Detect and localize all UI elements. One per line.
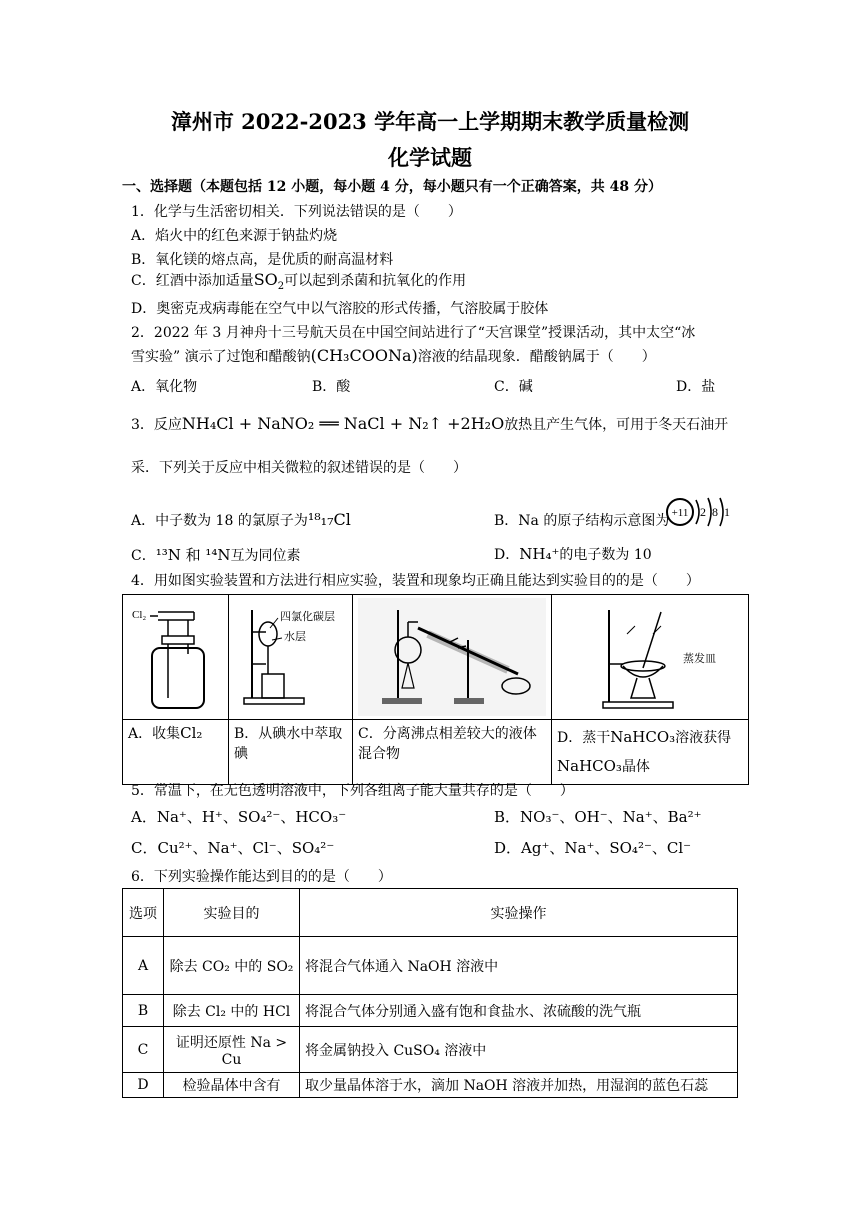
q5-stem: 5．常温下，在无色透明溶液中，下列各组离子能大量共存的是（ ） <box>131 783 574 799</box>
q6-row-c-operation: 将金属钠投入 CuSO₄ 溶液中 <box>300 1027 738 1073</box>
q4-image-a <box>123 595 229 720</box>
q5-option-c: C．Cu²⁺、Na⁺、Cl⁻、SO₄²⁻ <box>131 839 335 857</box>
q3-option-c: C．¹³N 和 ¹⁴N互为同位素 <box>131 546 301 564</box>
q4-image-c <box>353 595 552 720</box>
q5-option-a: A．Na⁺、H⁺、SO₄²⁻、HCO₃⁻ <box>131 808 347 826</box>
q6-row-b-option: B <box>123 995 164 1027</box>
q2-option-b: B．酸 <box>312 379 351 395</box>
q4-stem: 4．用如图实验装置和方法进行相应实验，装置和现象均正确且能达到实验目的的是（ ） <box>131 573 700 589</box>
q6-row-b-goal: 除去 Cl₂ 中的 HCl <box>164 995 300 1027</box>
q2-line2: 雪实验” 演示了过饱和醋酸钠(CH₃COONa)溶液的结晶现象．醋酸钠属于（ ） <box>131 346 656 365</box>
q3-line2: 采．下列关于反应中相关微粒的叙述错误的是（ ） <box>131 460 467 476</box>
q6-row-c-option: C <box>123 1027 164 1073</box>
q6-row-b-operation: 将混合气体分别通入盛有饱和食盐水、浓硫酸的洗气瓶 <box>300 995 738 1027</box>
q4-option-c: C．分离沸点相差较大的液体混合物 <box>353 720 552 785</box>
q3-option-d: D．NH₄⁺的电子数为 10 <box>494 545 652 563</box>
svg-text:+11: +11 <box>671 507 689 519</box>
svg-text:蒸发皿: 蒸发皿 <box>683 653 716 665</box>
q6-table <box>122 888 738 1098</box>
q2-option-d: D．盐 <box>676 379 716 395</box>
q4-option-a: A．收集Cl₂ <box>123 720 229 785</box>
section-heading: 一、选择题（本题包括 12 小题，每小题 4 分，每小题只有一个正确答案，共 48 分） <box>122 179 662 195</box>
q4-option-d: D．蒸干NaHCO₃溶液获得 NaHCO₃晶体 <box>552 720 749 785</box>
q5-option-b: B．NO₃⁻、OH⁻、Na⁺、Ba²⁺ <box>494 808 702 826</box>
q2-option-c: C．碱 <box>494 379 533 395</box>
svg-text:Cl₂: Cl₂ <box>132 609 147 621</box>
q4-image-d <box>552 595 749 720</box>
q3-line1: 3．反应NH₄Cl + NaNO₂ ══ NaCl + N₂↑ +2H₂O放热且产生气体，可用于冬天石油开 <box>131 414 729 433</box>
svg-text:1: 1 <box>724 505 730 519</box>
svg-text:四氯化碳层: 四氯化碳层 <box>280 611 335 623</box>
q6-header-operation: 实验操作 <box>300 889 738 937</box>
q6-row-a-option: A <box>123 937 164 995</box>
q6-row-d-option: D <box>123 1073 164 1098</box>
svg-text:水层: 水层 <box>284 631 306 643</box>
exam-title: 漳州市 2022-2023 学年高一上学期期末教学质量检测 <box>170 109 690 134</box>
q6-stem: 6．下列实验操作能达到目的的是（ ） <box>131 869 392 885</box>
exam-subtitle: 化学试题 <box>388 145 472 170</box>
q1-stem: 1．化学与生活密切相关．下列说法错误的是（ ） <box>131 204 462 220</box>
q1-option-a: A．焰火中的红色来源于钠盐灼烧 <box>131 228 338 244</box>
q6-row-a-operation: 将混合气体通入 NaOH 溶液中 <box>300 937 738 995</box>
svg-text:8: 8 <box>712 505 718 519</box>
q4-image-b <box>229 595 353 720</box>
q6-header-option: 选项 <box>123 889 164 937</box>
q3-option-b: B．Na 的原子结构示意图为 <box>494 513 670 529</box>
q2-option-a: A．氧化物 <box>131 379 198 395</box>
q2-line1: 2．2022 年 3 月神舟十三号航天员在中国空间站进行了“天宫课堂”授课活动，其中太空“冰 <box>131 325 696 341</box>
q6-row-d-operation: 取少量晶体溶于水，滴加 NaOH 溶液并加热，用湿润的蓝色石蕊 <box>300 1073 738 1098</box>
q1-option-c: C．红酒中添加适量$SO_2$可以起到杀菌和抗氧化的作用 <box>131 270 467 292</box>
q3-option-a: A．中子数为 18 的氯原子为¹⁸₁₇Cl <box>131 510 351 529</box>
q4-table <box>122 594 749 785</box>
q1-option-d: D．奥密克戎病毒能在空气中以气溶胶的形式传播，气溶胶属于胶体 <box>131 301 549 317</box>
q5-option-d: D．Ag⁺、Na⁺、SO₄²⁻、Cl⁻ <box>494 839 692 857</box>
q4-option-b: B．从碘水中萃取碘 <box>229 720 353 785</box>
q1-option-b: B．氧化镁的熔点高，是优质的耐高温材料 <box>131 252 394 268</box>
svg-text:2: 2 <box>700 505 706 519</box>
q6-header-goal: 实验目的 <box>164 889 300 937</box>
q6-row-c-goal: 证明还原性 Na > Cu <box>164 1027 300 1073</box>
na-atom-structure-diagram <box>664 492 736 532</box>
q6-row-d-goal: 检验晶体中含有 <box>164 1073 300 1098</box>
q6-row-a-goal: 除去 CO₂ 中的 SO₂ <box>164 937 300 995</box>
